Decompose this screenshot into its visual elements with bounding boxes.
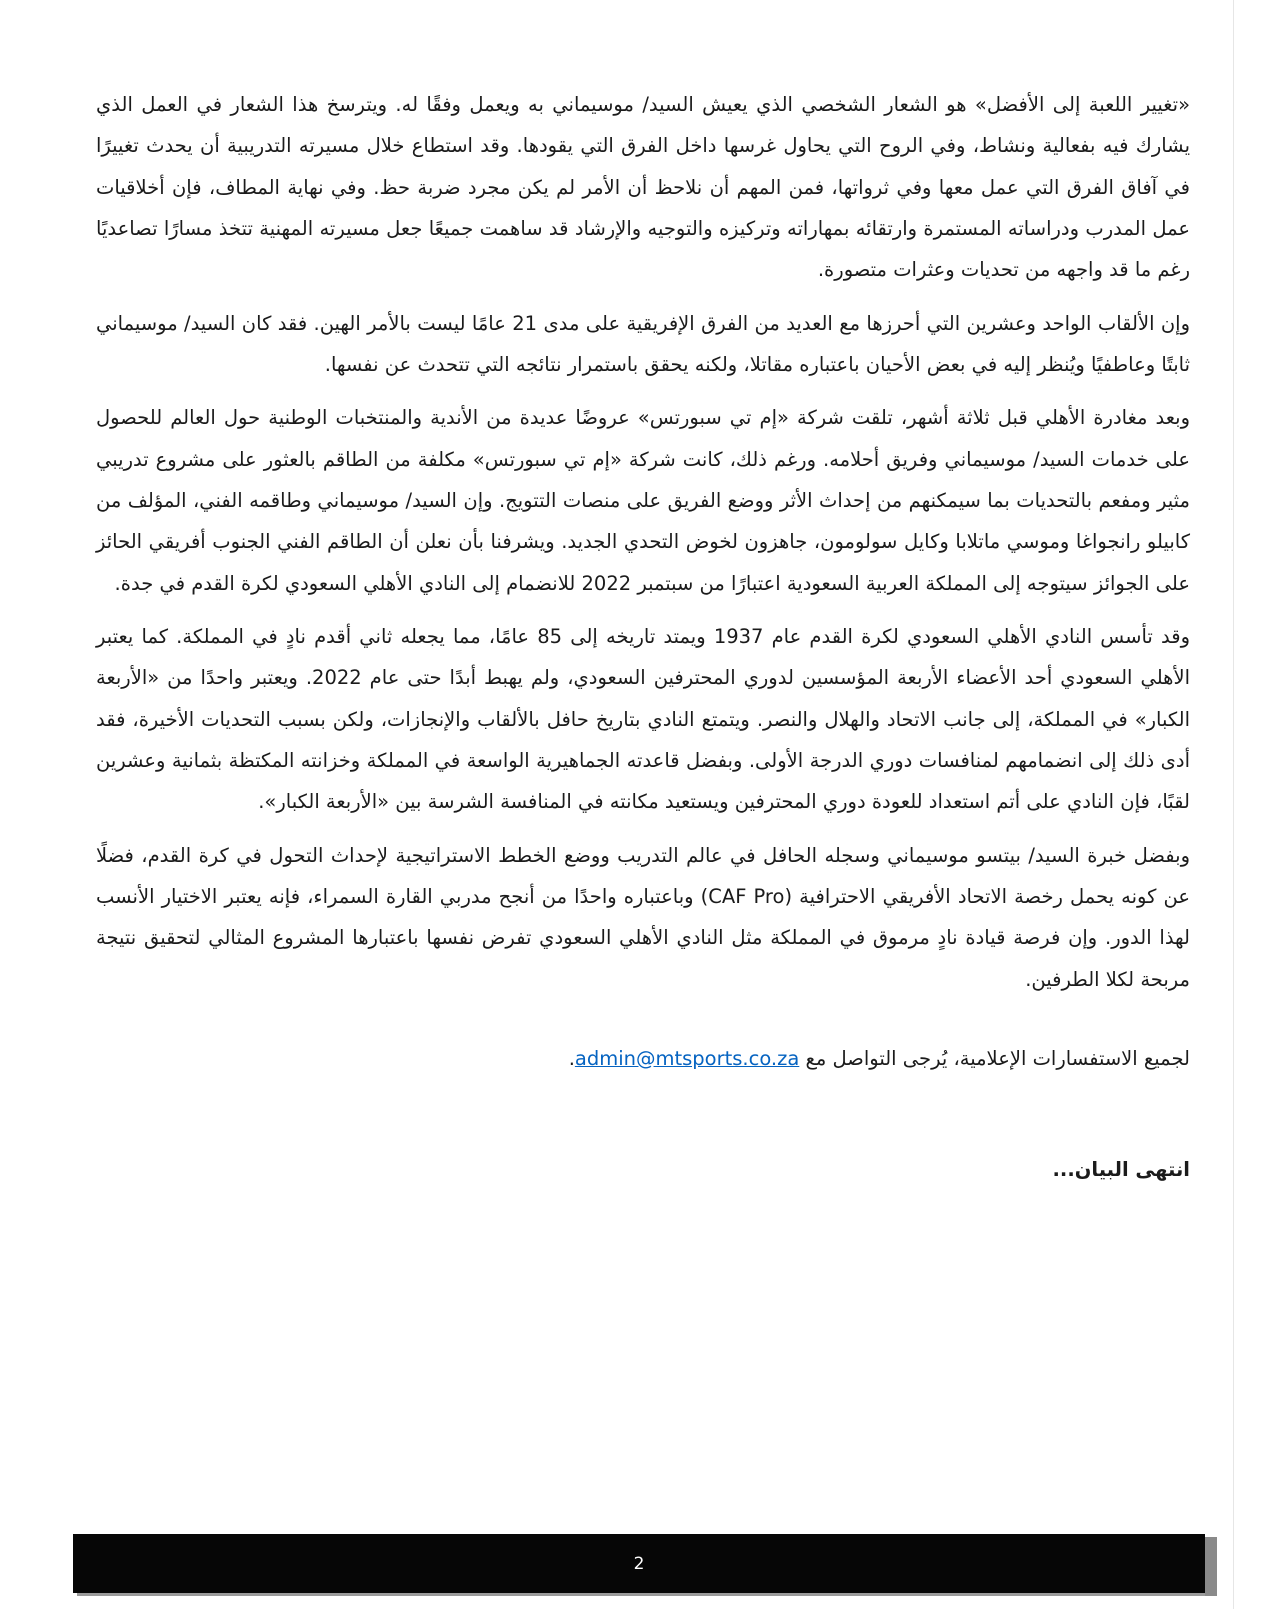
contact-period: . [568, 1046, 575, 1070]
paragraph-experience: وبفضل خبرة السيد/ بيتسو موسيماني وسجله الحافل في عالم التدريب ووضع الخطط الاستراتيجية لإحداث التحول في كرة القدم، فضلًا عن كونه يحمل رخصة الاتحاد الأفريقي الاحترافية (CAF Pro) وباعتباره واحدًا من أنجح مدربي القارة السمراء، فإنه يعتبر الاختيار الأنسب لهذا الدور. وإن فرصة قيادة نادٍ مرموق في المملكة مثل النادي الأهلي السعودي تفرض نفسها باعتبارها المشروع المثالي لتحقيق نتيجة مربحة لكلا الطرفين. [96, 843, 1190, 991]
page-edge-line [1233, 0, 1234, 1609]
paragraph-titles: وإن الألقاب الواحد وعشرين التي أحرزها مع العديد من الفرق الإفريقية على مدى 21 عامًا ليست بالأمر الهين. فقد كان السيد/ موسيماني ثابتًا وعاطفيًا ويُنظر إليه في بعض الأحيان باعتباره مقاتلا، ولكنه يحقق باستمرار نتائجه التي تتحدث عن نفسها. [96, 311, 1190, 376]
paragraph-motto: «تغيير اللعبة إلى الأفضل» هو الشعار الشخصي الذي يعيش السيد/ موسيماني به ويعمل وفقًا له. ويترسخ هذا الشعار في العمل الذي يشارك فيه بفعالية ونشاط، وفي الروح التي يحاول غرسها داخل الفرق التي يقودها. وقد استطاع خلال مسيرته التدريبية أن يحدث تغييرًا في آفاق الفرق التي عمل معها وفي ثرواتها، فمن المهم أن نلاحظ أن الأمر لم يكن مجرد ضربة حظ. وفي نهاية المطاف، فإن أخلاقيات عمل المدرب ودراساته المستمرة وارتقائه بمهاراته وتركيزه والتوجيه والإرشاد قد ساهمت جميعًا جعل مسيرته المهنية تتخذ مسارًا تصاعديًا رغم ما قد واجهه من تحديات وعثرات متصورة. [96, 93, 1190, 282]
end-of-statement-note: انتهى البيان... [1052, 1158, 1190, 1182]
paragraph-club-history: وقد تأسس النادي الأهلي السعودي لكرة القدم عام 1937 ويمتد تاريخه إلى 85 عامًا، مما يجعله ثاني أقدم نادٍ في المملكة. كما يعتبر الأهلي السعودي أحد الأعضاء الأربعة المؤسسين لدوري المحترفين السعودي، ولم يهبط أبدًا حتى عام 2022. ويعتبر واحدًا من «الأربعة الكبار» في المملكة، إلى جانب الاتحاد والهلال والنصر. ويتمتع النادي بتاريخ حافل بالألقاب والإنجازات، ولكن بسبب التحديات الأخيرة، فقد أدى ذلك إلى انضمامهم لمنافسات دوري الدرجة الأولى. وبفضل قاعدته الجماهيرية الواسعة في المملكة وخزانته المكتظة بثمانية وعشرين لقبًا، فإن النادي على أتم استعداد للعودة دوري المحترفين ويستعيد مكانته في المنافسة الشرسة بين «الأربعة الكبار». [96, 624, 1190, 814]
footer-page-bar [73, 1534, 1205, 1593]
media-contact-line [96, 1038, 1190, 1079]
paragraph-offers: وبعد مغادرة الأهلي قبل ثلاثة أشهر، تلقت شركة «إم تي سبورتس» عروضًا عديدة من الأندية والمنتخبات الوطنية حول العالم للحصول على خدمات السيد/ موسيماني وفريق أحلامه. ورغم ذلك، كانت شركة «إم تي سبورتس» مكلفة من الطاقم بالعثور على مشروع تدريبي مثير ومفعم بالتحديات بما سيمكنهم من إحداث الأثر ووضع الفريق على منصات التتويج. وإن السيد/ موسيماني وطاقمه الفني، المؤلف من كابيلو رانجواغا وموسي ماتلابا وكايل سولومون، جاهزون لخوض التحدي الجديد. ويشرفنا بأن نعلن أن الطاقم الفني الجنوب أفريقي الحائز على الجوائز سيتوجه إلى المملكة العربية السعودية اعتبارًا من سبتمبر 2022 للانضمام إلى النادي الأهلي السعودي لكرة القدم في جدة. [96, 406, 1190, 595]
page-number: 2 [633, 1553, 645, 1574]
email-link[interactable]: admin@mtsports.co.za [574, 1046, 800, 1070]
contact-text: لجميع الاستفسارات الإعلامية، يُرجى التواصل مع [799, 1046, 1190, 1070]
